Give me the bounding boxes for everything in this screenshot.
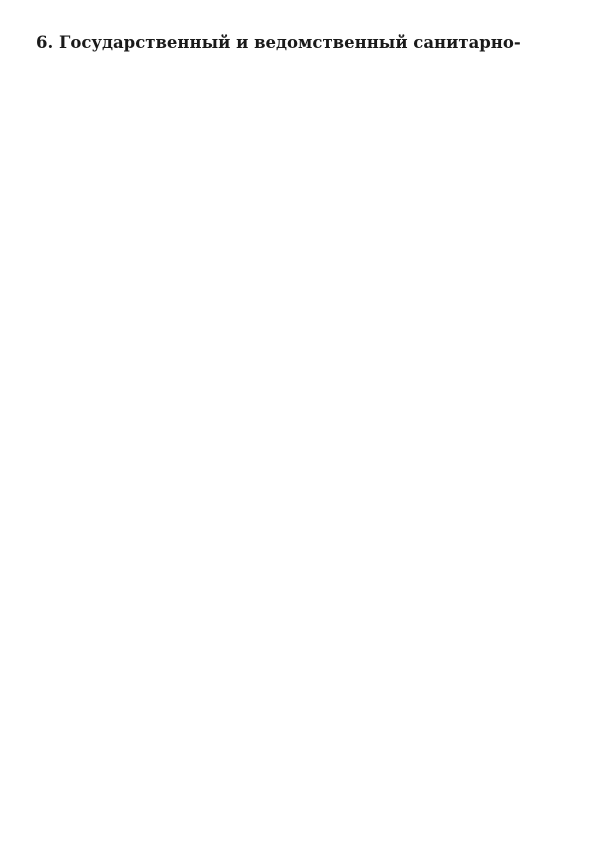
section-heading: 6. Государственный и ведомственный санитарно- — [36, 33, 521, 52]
